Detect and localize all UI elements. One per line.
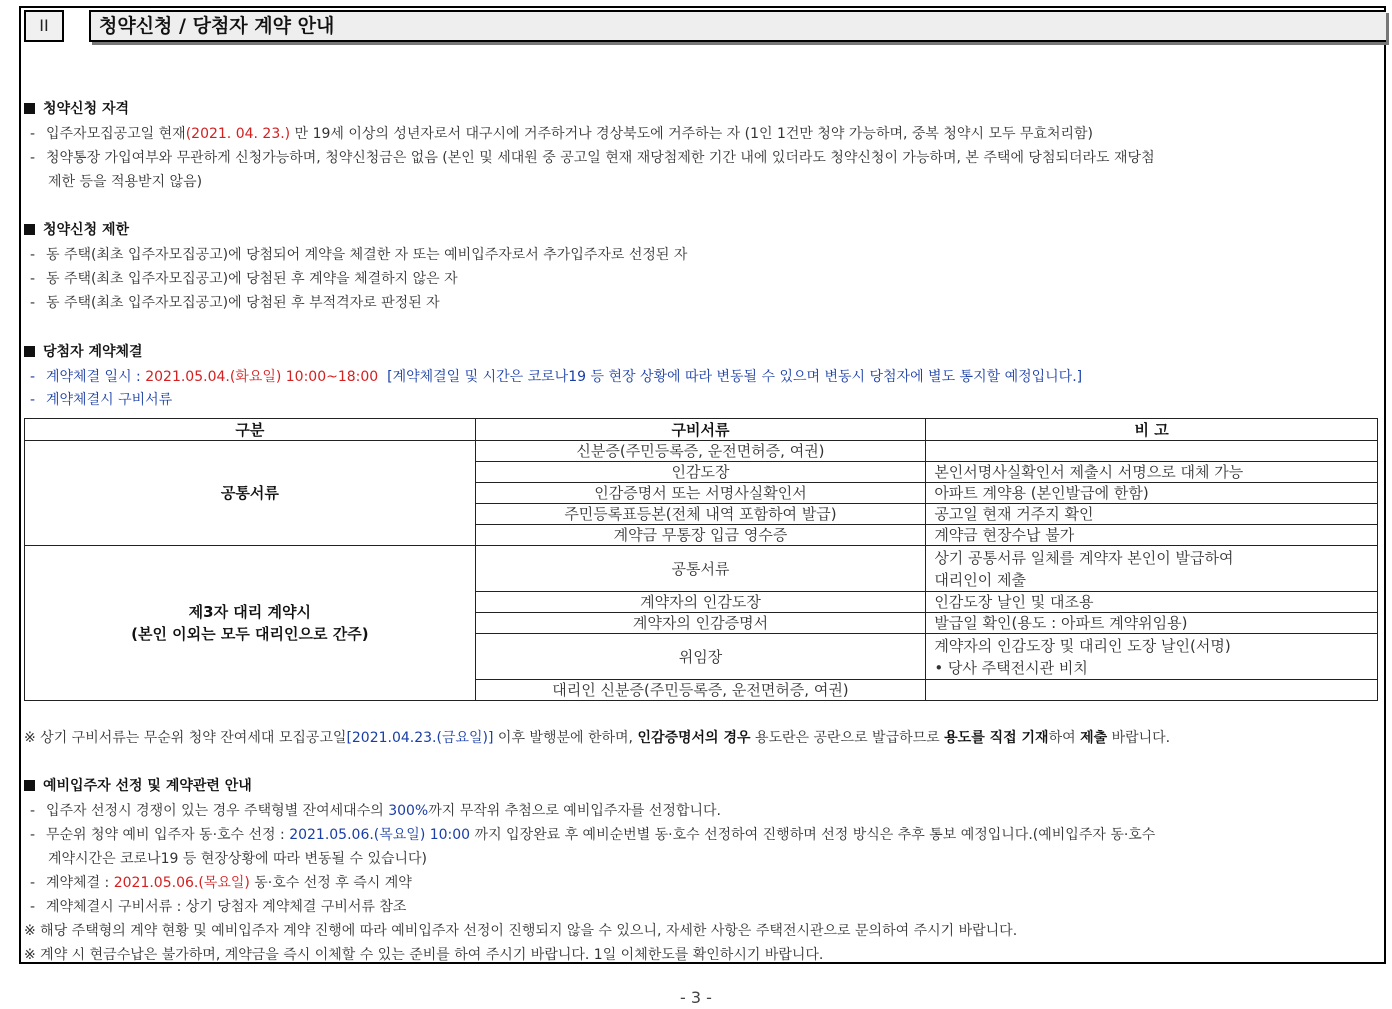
col-header-category: 구분 bbox=[25, 419, 476, 441]
restriction-heading: 청약신청 제한 bbox=[24, 219, 129, 239]
contract-heading: 당첨자 계약체결 bbox=[24, 341, 143, 361]
restriction-item: - 동 주택(최초 입주자모집공고)에 당첨된 후 부적격자로 판정된 자 bbox=[30, 295, 440, 311]
table-row: 인감증명서 또는 서명사실확인서 아파트 계약용 (본인발급에 한함) bbox=[25, 483, 1378, 504]
col-header-notes: 비 고 bbox=[926, 419, 1378, 441]
reserve-line-1: - 입주자 선정시 경쟁이 있는 경우 주택형별 잔여세대수의 300%까지 무작위 추첨으로 예비입주자를 선정합니다. bbox=[30, 803, 721, 819]
restriction-item: - 동 주택(최초 입주자모집공고)에 당첨되어 계약을 체결한 자 또는 예비입주자로서 추가입주자로 선정된 자 bbox=[30, 247, 688, 263]
eligibility-line-1: - 입주자모집공고일 현재(2021. 04. 23.) 만 19세 이상의 성년자로서 대구시에 거주하거나 경상북도에 거주하는 자 (1인 1건만 청약 가능하며, 중복 청약시 모두 무효처리함) bbox=[30, 126, 1093, 142]
eligibility-line-2-cont: 제한 등을 적용받지 않음) bbox=[48, 174, 203, 190]
bullet-square-icon bbox=[24, 224, 35, 235]
group-common: 공통서류 bbox=[25, 441, 476, 546]
table-row: 대리인 신분증(주민등록증, 운전면허증, 여권) bbox=[25, 680, 1378, 701]
reserve-note-2: ※ 계약 시 현금수납은 불가하며, 계약금을 즉시 이체할 수 있는 준비를 하여 주시기 바랍니다. 1일 이체한도를 확인하시기 바랍니다. bbox=[24, 947, 824, 963]
table-row: 계약자의 인감증명서 발급일 확인(용도 : 아파트 계약위임용) bbox=[25, 613, 1378, 634]
table-row: 주민등록표등본(전체 내역 포함하여 발급) 공고일 현재 거주지 확인 bbox=[25, 504, 1378, 525]
table-row: 계약자의 인감도장 인감도장 날인 및 대조용 bbox=[25, 592, 1378, 613]
table-row: 위임장 계약자의 인감도장 및 대리인 도장 날인(서명) • 당사 주택전시관 비치 bbox=[25, 634, 1378, 680]
table-footnote: ※ 상기 구비서류는 무순위 청약 잔여세대 모집공고일[2021.04.23.(금요일)] 이후 발행분에 한하며, 인감증명서의 경우 용도란은 공란으로 발급하므로 용도를 직접 기재하여 제출 바랍니다. bbox=[24, 730, 1171, 746]
col-header-documents: 구비서류 bbox=[475, 419, 926, 441]
table-header-row bbox=[25, 419, 1378, 441]
reserve-line-3: - 계약체결 : 2021.05.06.(목요일) 동·호수 선정 후 즉시 계약 bbox=[30, 875, 412, 891]
section-title: 청약신청 / 당첨자 계약 안내 bbox=[89, 10, 1386, 42]
reserve-heading: 예비입주자 선정 및 계약관련 안내 bbox=[24, 775, 252, 795]
table-row: 공통서류 신분증(주민등록증, 운전면허증, 여권) bbox=[25, 441, 1378, 462]
bullet-square-icon bbox=[24, 103, 35, 114]
page-number: - 3 - bbox=[680, 988, 712, 1007]
restriction-item: - 동 주택(최초 입주자모집공고)에 당첨된 후 계약을 체결하지 않은 자 bbox=[30, 271, 458, 287]
section-header bbox=[22, 8, 1386, 44]
table-row: 계약금 무통장 입금 영수증 계약금 현장수납 불가 bbox=[25, 525, 1378, 546]
section-number: II bbox=[24, 10, 64, 42]
group-proxy: 제3자 대리 계약시 (본인 이외는 모두 대리인으로 간주) bbox=[25, 546, 476, 701]
reserve-note-1: ※ 해당 주택형의 계약 현황 및 예비입주자 계약 진행에 따라 예비입주자 선정이 진행되지 않을 수 있으니, 자세한 사항은 주택전시관으로 문의하여 주시기 바랍니다. bbox=[24, 923, 1018, 939]
reserve-line-4: - 계약체결시 구비서류 : 상기 당첨자 계약체결 구비서류 참조 bbox=[30, 899, 407, 915]
contract-docs-label: - 계약체결시 구비서류 bbox=[30, 392, 173, 408]
reserve-line-2: - 무순위 청약 예비 입주자 동·호수 선정 : 2021.05.06.(목요일) 10:00 까지 입장완료 후 예비순번별 동·호수 선정하여 진행하며 선정 방식은 추후 통보 예정입니다.(예비입주자 동·호수 bbox=[30, 827, 1156, 843]
table-row: 인감도장 본인서명사실확인서 제출시 서명으로 대체 가능 bbox=[25, 462, 1378, 483]
reserve-line-2-cont: 계약시간은 코로나19 등 현장상황에 따라 변동될 수 있습니다) bbox=[48, 851, 428, 867]
bullet-square-icon bbox=[24, 346, 35, 357]
table-row: 제3자 대리 계약시 (본인 이외는 모두 대리인으로 간주) 공통서류 상기 공통서류 일체를 계약자 본인이 발급하여 대리인이 제출 bbox=[25, 546, 1378, 592]
eligibility-line-2: - 청약통장 가입여부와 무관하게 신청가능하며, 청약신청금은 없음 (본인 및 세대원 중 공고일 현재 재당첨제한 기간 내에 있더라도 청약신청이 가능하며, 본 주택에 당첨되더라도 재당첨 bbox=[30, 150, 1155, 166]
contract-date-line: - 계약체결 일시 : 2021.05.04.(화요일) 10:00~18:00 [계약체결일 및 시간은 코로나19 등 현장 상황에 따라 변동될 수 있으며 변동시 당첨자에 별도 통지할 예정입니다.] bbox=[30, 369, 1083, 385]
required-documents-table bbox=[24, 418, 1378, 701]
eligibility-heading: 청약신청 자격 bbox=[24, 98, 129, 118]
bullet-square-icon bbox=[24, 780, 35, 791]
